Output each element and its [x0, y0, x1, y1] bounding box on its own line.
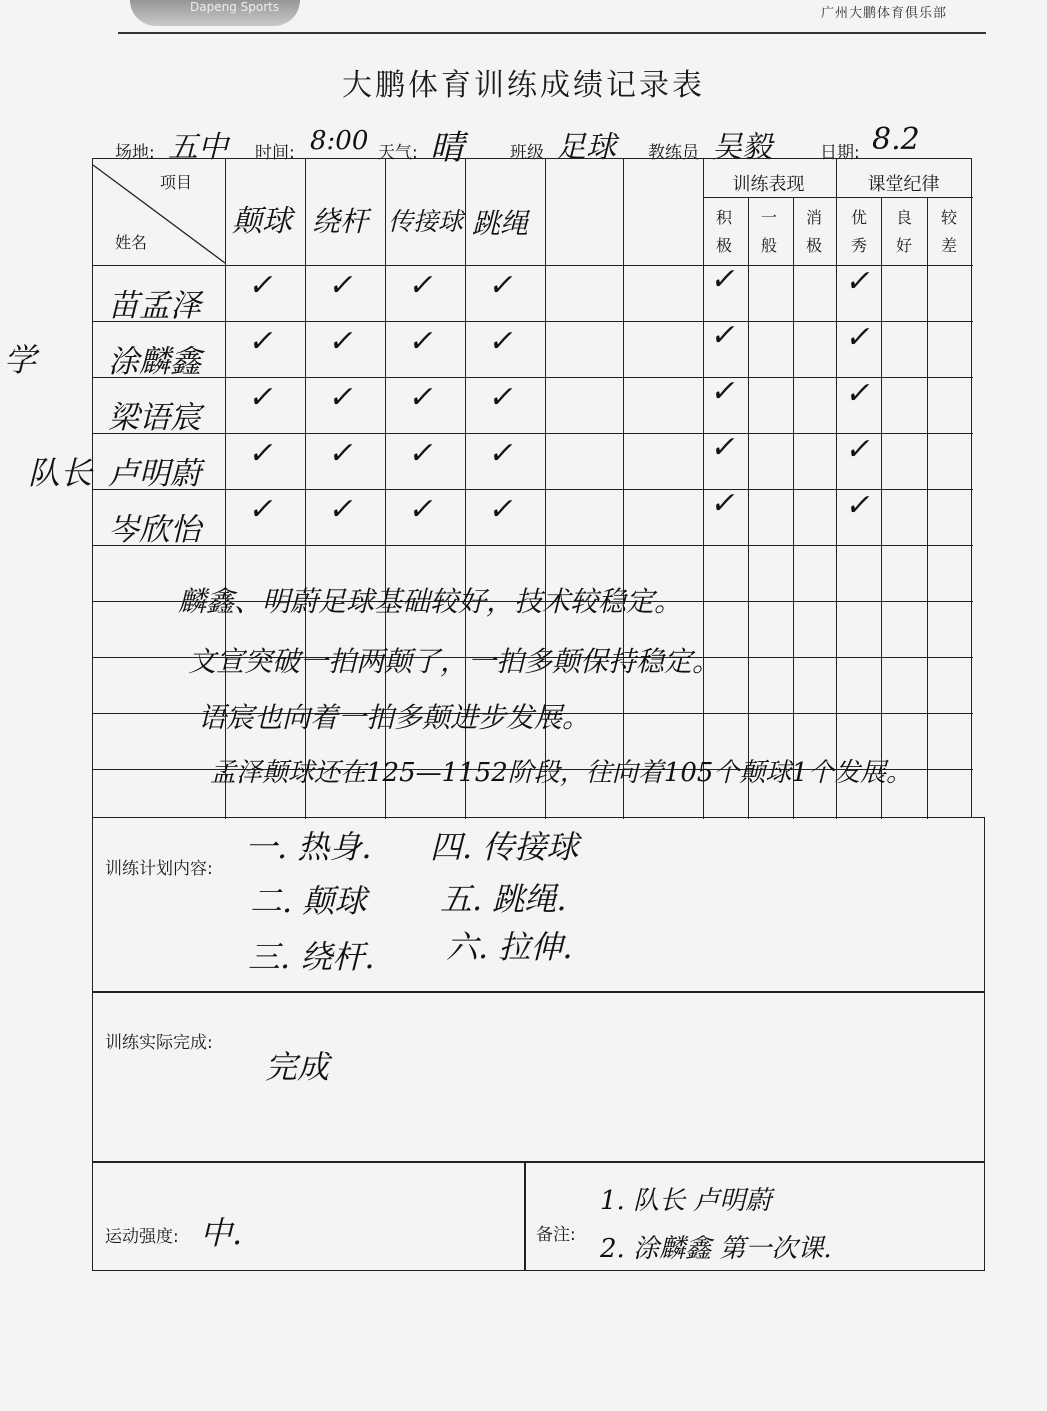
plan-item-3: 三. 绕杆. — [248, 938, 375, 976]
comment-line-1: 麟鑫、明蔚足球基础较好，技术较稳定。 — [178, 585, 683, 618]
comment-line-2: 文宣突破一拍两颠了，一拍多颠保持稳定。 — [188, 645, 721, 678]
weather-value: 晴 — [430, 128, 464, 168]
disc-col-good: 良好 — [895, 208, 912, 255]
student-name-3: 梁语宸 — [108, 400, 201, 436]
plan-item-6: 六. 拉伸. — [446, 928, 573, 966]
intensity-value: 中. — [200, 1214, 243, 1252]
logo-text: Dapeng Sports — [190, 0, 280, 14]
student-name-5: 岑欣怡 — [108, 512, 201, 548]
perf-col-active: 积极 — [715, 208, 732, 255]
date-value: 8.2 — [872, 122, 920, 157]
discipline-header: 课堂纪律 — [867, 174, 940, 195]
check-mark: ✓ — [246, 492, 279, 527]
check-mark: ✓ — [326, 492, 359, 527]
check-mark: ✓ — [486, 324, 519, 359]
side-note-captain: 队长 — [28, 454, 93, 492]
check-mark: ✓ — [486, 380, 519, 415]
check-mark: ✓ — [406, 268, 439, 303]
check-mark: ✓ — [486, 492, 519, 527]
student-name-1: 苗孟泽 — [108, 288, 201, 324]
check-mark: ✓ — [326, 324, 359, 359]
plan-item-2: 二. 颠球 — [250, 882, 367, 920]
discipline-check: ✓ — [843, 432, 876, 467]
plan-item-4: 四. 传接球 — [430, 828, 579, 866]
class-label: 班级 — [510, 143, 544, 163]
check-mark: ✓ — [246, 324, 279, 359]
performance-check: ✓ — [708, 262, 741, 297]
time-label: 时间: — [255, 143, 295, 163]
student-name-4: 卢明蔚 — [108, 456, 201, 492]
plan-item-1: 一. 热身. — [245, 828, 372, 866]
discipline-check: ✓ — [843, 320, 876, 355]
performance-check: ✓ — [708, 374, 741, 409]
remarks-label: 备注: — [536, 1225, 576, 1245]
discipline-check: ✓ — [843, 264, 876, 299]
perf-col-passive: 消极 — [805, 208, 822, 255]
project-header-1: 颠球 — [232, 204, 292, 239]
comment-line-4: 孟泽颠球还在125—1152阶段，往向着105个颠球1个发展。 — [210, 758, 912, 788]
performance-check: ✓ — [708, 318, 741, 353]
header-rule — [118, 32, 986, 34]
coach-value: 吴毅 — [712, 130, 772, 165]
actual-value: 完成 — [265, 1048, 330, 1086]
project-header-2: 绕杆 — [312, 205, 369, 238]
corner-name-label: 姓名 — [115, 233, 148, 252]
actual-completion-box — [92, 991, 985, 1163]
check-mark: ✓ — [406, 324, 439, 359]
date-label: 日期: — [820, 143, 860, 163]
check-mark: ✓ — [246, 268, 279, 303]
comment-line-3: 语宸也向着一拍多颠进步发展。 — [198, 701, 591, 734]
discipline-check: ✓ — [843, 488, 876, 523]
check-mark: ✓ — [326, 436, 359, 471]
student-name-2: 涂麟鑫 — [108, 344, 201, 380]
project-header-3: 传接球 — [388, 207, 464, 236]
class-value: 足球 — [556, 130, 616, 165]
actual-label: 训练实际完成: — [105, 1033, 213, 1053]
check-mark: ✓ — [246, 380, 279, 415]
intensity-label: 运动强度: — [105, 1227, 179, 1247]
disc-col-poor: 较差 — [940, 208, 957, 255]
corner-item-label: 项目 — [160, 173, 193, 192]
plan-label: 训练计划内容: — [105, 859, 213, 879]
performance-check: ✓ — [708, 430, 741, 465]
weather-label: 天气: — [378, 143, 418, 163]
side-note-student: 学 — [4, 341, 37, 379]
performance-check: ✓ — [708, 486, 741, 521]
check-mark: ✓ — [486, 268, 519, 303]
check-mark: ✓ — [326, 380, 359, 415]
disc-col-excellent: 优秀 — [850, 208, 867, 255]
time-value: 8:00 — [310, 126, 369, 156]
remarks-line-2: 2. 涂麟鑫 第一次课. — [600, 1234, 832, 1264]
check-mark: ✓ — [246, 436, 279, 471]
check-mark: ✓ — [406, 492, 439, 527]
intensity-box — [92, 1161, 526, 1271]
check-mark: ✓ — [326, 268, 359, 303]
check-mark: ✓ — [406, 380, 439, 415]
check-mark: ✓ — [406, 436, 439, 471]
venue-label: 场地: — [115, 143, 155, 163]
project-header-4: 跳绳 — [472, 207, 529, 240]
club-name: 广州大鹏体育俱乐部 — [820, 6, 947, 21]
page-title: 大鹏体育训练成绩记录表 — [342, 68, 705, 103]
check-mark: ✓ — [486, 436, 519, 471]
performance-header: 训练表现 — [732, 174, 805, 195]
venue-value: 五中 — [168, 130, 228, 165]
coach-label: 教练员 — [648, 143, 699, 163]
remarks-line-1: 1. 队长 卢明蔚 — [600, 1186, 772, 1216]
discipline-check: ✓ — [843, 376, 876, 411]
plan-item-5: 五. 跳绳. — [440, 880, 567, 918]
perf-col-average: 一般 — [760, 208, 777, 255]
